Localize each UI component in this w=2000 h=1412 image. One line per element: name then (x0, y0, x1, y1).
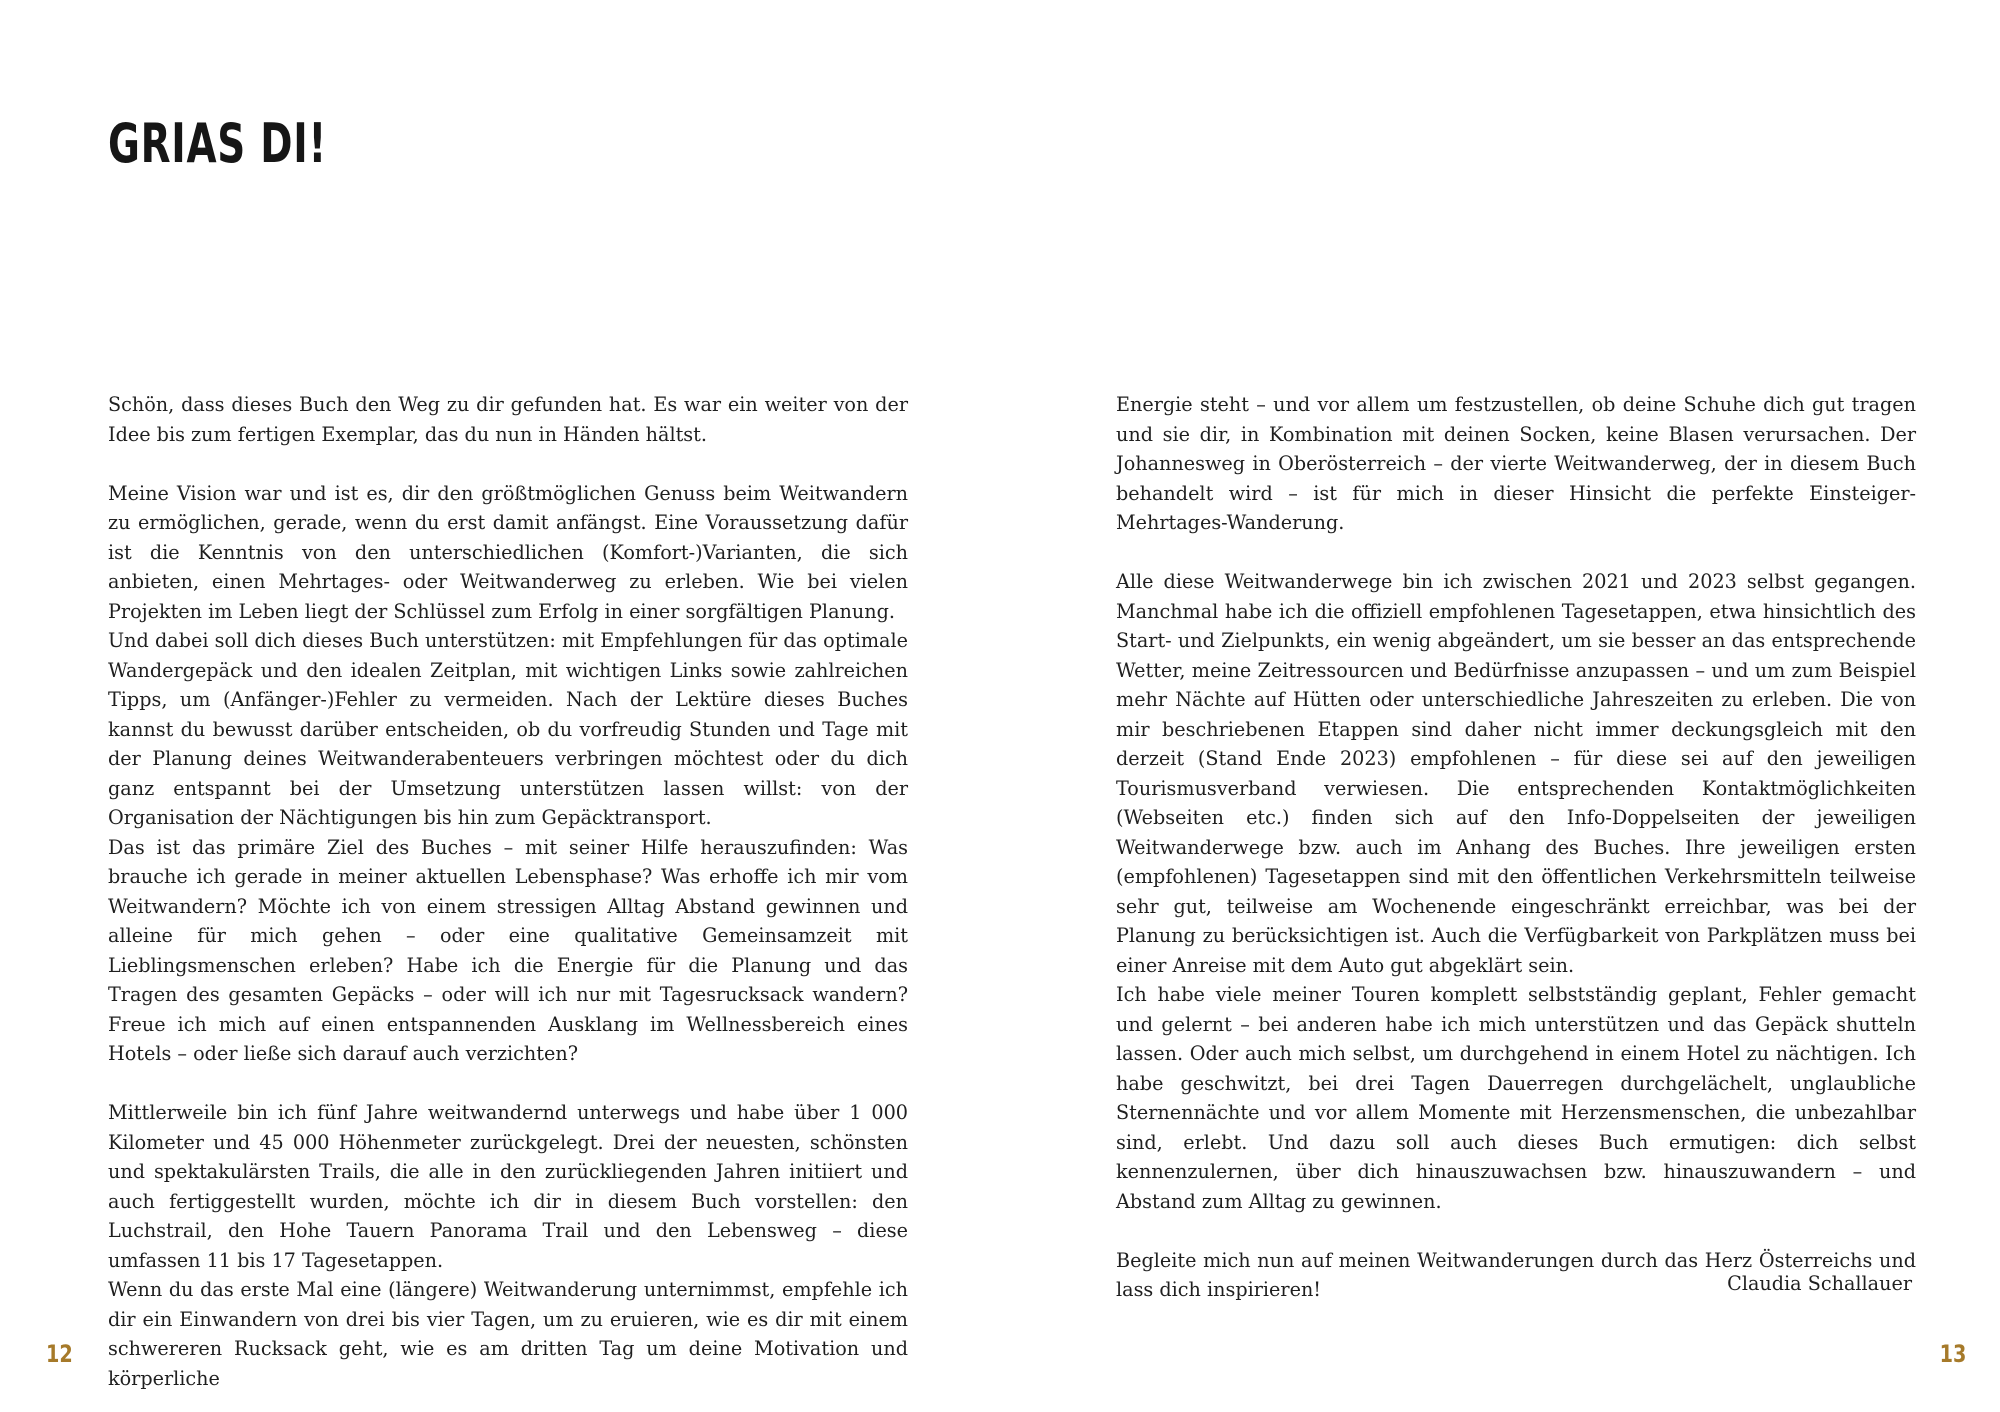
page-number-right: 13 (1939, 1340, 1966, 1368)
left-text-column (108, 390, 908, 1393)
paragraph: Ich habe viele meiner Touren komplett selbstständig geplant, Fehler gemacht und gelernt – bei anderen habe ich mich unterstützen und das Gepäck shutteln lassen. Oder auch mich selbst, um durchgehend in einem Hotel zu nächtigen. Ich habe geschwitzt, bei drei Tagen Dauerregen durchgelächelt, unglaubliche Sternennächte und vor allem Momente mit Herzensmenschen, die unbezahlbar sind, erlebt. Und dazu soll auch dieses Buch ermutigen: dich selbst kennenzulernen, über dich hinauszuwachsen bzw. hinauszuwandern – und Abstand zum Alltag zu gewinnen. (1116, 983, 1916, 1213)
paragraph: Wenn du das erste Mal eine (längere) Weitwanderung unternimmst, empfehle ich dir ein Einwandern von drei bis vier Tagen, um zu eruieren, wie es dir mit einem schwereren Rucksack geht, wie es am dritten Tag um deine Motivation und körperliche (108, 1278, 908, 1390)
paragraph: Begleite mich nun auf meinen Weitwanderungen durch das Herz Österreichs und lass dich inspirieren! (1116, 1248, 1916, 1301)
paragraph: Und dabei soll dich dieses Buch unterstützen: mit Empfehlungen für das optimale Wandergepäck und den idealen Zeitplan, mit wichtigen Links sowie zahlreichen Tipps, um (Anfänger-)Fehler zu vermeiden. Nach der Lektüre dieses Buches kannst du bewusst darüber entscheiden, ob du vorfreudig Stunden und Tage mit der Planung deines Weitwanderabenteuers verbringen möchtest oder du dich ganz entspannt bei der Umsetzung unterstützen lassen willst: von der Organisation der Nächtigungen bis hin zum Gepäcktransport. (108, 629, 908, 829)
paragraph: Mittlerweile bin ich fünf Jahre weitwandernd unterwegs und habe über 1 000 Kilometer und 45 000 Höhenmeter zurückgelegt. Drei der neuesten, schönsten und spektakulärsten Trails, die alle in den zurückliegenden Jahren initiiert und auch fertiggestellt wurden, möchte ich dir in diesem Buch vorstellen: den Luchstrail, den Hohe Tauern Panorama Trail und den Lebensweg – diese umfassen 11 bis 17 Tagesetappen. (108, 1101, 908, 1272)
page-number-left: 12 (46, 1340, 73, 1368)
page-title: GRIAS DI! (108, 112, 327, 175)
right-text-column (1116, 390, 1916, 1305)
author-signature: Claudia Schallauer (1727, 1272, 1912, 1295)
paragraph: Energie steht – und vor allem um festzustellen, ob deine Schuhe dich gut tragen und sie dir, in Kombination mit deinen Socken, keine Blasen verursachen. Der Johannesweg in Oberösterreich – der vierte Weitwanderweg, der in diesem Buch behandelt wird – ist für mich in dieser Hinsicht die perfekte Einsteiger-Mehrtages-Wanderung. (1116, 393, 1916, 534)
paragraph: Alle diese Weitwanderwege bin ich zwischen 2021 und 2023 selbst gegangen. Manchmal habe ich die offiziell empfohlenen Tagesetappen, etwa hinsichtlich des Start- und Zielpunkts, ein wenig abgeändert, um sie besser an das entsprechende Wetter, meine Zeitressourcen und Bedürfnisse anzupassen – und um zum Beispiel mehr Nächte auf Hütten oder unterschiedliche Jahreszeiten zu erleben. Die von mir beschriebenen Etappen sind daher nicht immer deckungsgleich mit den derzeit (Stand Ende 2023) empfohlenen – für diese sei auf den jeweiligen Tourismusverband verwiesen. Die entsprechenden Kontaktmöglichkeiten (Webseiten etc.) finden sich auf den Info-Doppelseiten der jeweiligen Weitwanderwege bzw. auch im Anhang des Buches. Ihre jeweiligen ersten (empfohlenen) Tagesetappen sind mit den öffentlichen Verkehrsmitteln teilweise sehr gut, teilweise am Wochenende eingeschränkt erreichbar, was bei der Planung zu berücksichtigen ist. Auch die Verfügbarkeit von Parkplätzen muss bei einer Anreise mit dem Auto gut abgeklärt sein. (1116, 570, 1916, 977)
paragraph: Meine Vision war und ist es, dir den größtmöglichen Genuss beim Weitwandern zu ermöglichen, gerade, wenn du erst damit anfängst. Eine Voraussetzung dafür ist die Kenntnis von den unterschiedlichen (Komfort-)Varianten, die sich anbieten, einen Mehrtages- oder Weitwanderweg zu erleben. Wie bei vielen Projekten im Leben liegt der Schlüssel zum Erfolg in einer sorgfältigen Planung. (108, 481, 908, 623)
paragraph: Das ist das primäre Ziel des Buches – mit seiner Hilfe herauszufinden: Was brauche ich gerade in meiner aktuellen Lebensphase? Was erhoffe ich mir vom Weitwandern? Möchte ich von einem stressigen Alltag Abstand gewinnen und alleine für mich gehen – oder eine qualitative Gemeinsamzeit mit Lieblingsmenschen erleben? Habe ich die Energie für die Planung und das Tragen des gesamten Gepäcks – oder will ich nur mit Tagesrucksack wandern? Freue ich mich auf einen entspannenden Ausklang im Wellnessbereich eines Hotels – oder ließe sich darauf auch verzichten? (108, 835, 908, 1065)
paragraph: Schön, dass dieses Buch den Weg zu dir gefunden hat. Es war ein weiter von der Idee bis zum fertigen Exemplar, das du nun in Händen hältst. (108, 393, 908, 446)
